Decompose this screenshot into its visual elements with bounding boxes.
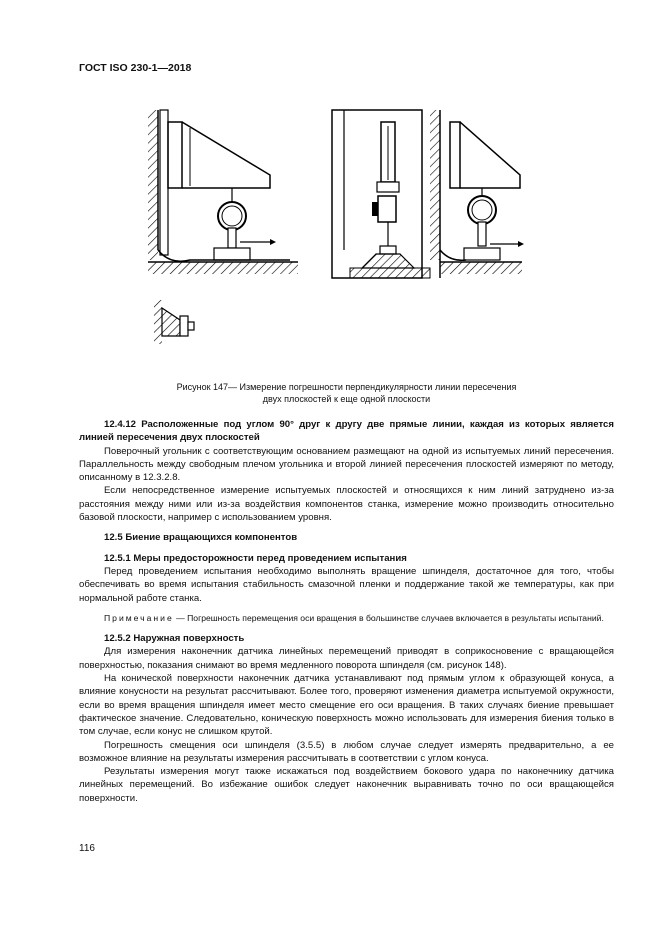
heading-12-5-1: 12.5.1 Меры предосторожности перед проведением испытания xyxy=(104,552,407,564)
paragraph: Погрешность смещения оси шпинделя (3.5.5) в любом случае следует измерять предварительно, а ее возможное влияние на результаты измерения рассчитывать в соответствии с углом конуса. xyxy=(79,739,614,764)
note xyxy=(79,612,614,625)
paragraph: Для измерения наконечник датчика линейных перемещений приводят в соприкосновение с вращающейся поверхностью, показания снимают во время медленного поворота шпинделя (см. рисунок 148). xyxy=(79,646,614,671)
figure-147-drawing xyxy=(140,100,540,350)
paragraph: На конической поверхности наконечник датчика устанавливают под прямым углом к образующей конуса, а влияние конусности на результат рассчитывают. Более того, проверяют изменения диаметра испытуемой окружности, если во время вращения шпинделя имеет место смещение его оси вращения. В таких случаях биение превышает фактическое значение. Следовательно, коническую поверхность можно использовать для измерения биения только в том случае, если конус не слишком крутой. xyxy=(79,673,614,738)
caption-line-1: Рисунок 147— Измерение погрешности перпендикулярности линии пересечения xyxy=(176,382,517,392)
body-text xyxy=(79,418,614,805)
document-header: ГОСТ ISO 230-1—2018 xyxy=(79,62,192,74)
left-assembly xyxy=(148,110,298,274)
caption-line-2: двух плоскостей к еще одной плоскости xyxy=(262,394,431,404)
note-label: Примечание xyxy=(104,612,174,623)
paragraph: Если непосредственное измерение испытуемых плоскостей и относящихся к ним линий затруднено из-за расстояния между ними или из-за воздействия компонентов станка, измерение можно производить относительно базовой плоскости, например с использованием уровня. xyxy=(79,485,614,524)
paragraph: Перед проведением испытания необходимо выполнять вращение шпинделя, достаточное для того, чтобы обеспечивать во время испытания стабильность смазочной пленки и поддержание такой же температуры, как при нормальной работе станка. xyxy=(79,565,614,604)
heading-12-4-12: 12.4.12 Расположенные под углом 90° друг к другу две прямые линии, каждая из которых является линией пересечения двух плоскостей xyxy=(79,419,614,444)
heading-12-5-2: 12.5.2 Наружная поверхность xyxy=(104,633,245,645)
paragraph: Результаты измерения могут также искажаться под воздействием бокового удара по наконечнику датчика линейных перемещений. Во избежание ошибок следует наконечник выравнивать точно по оси вращающейся поверхности. xyxy=(79,766,614,804)
middle-assembly xyxy=(332,110,440,278)
right-assembly xyxy=(430,110,524,274)
heading-12-5: 12.5 Биение вращающихся компонентов xyxy=(104,532,298,544)
page-number: 116 xyxy=(79,843,95,854)
figure-caption xyxy=(79,381,614,405)
detail-inset xyxy=(154,300,194,344)
paragraph: Поверочный угольник с соответствующим основанием размещают на одной из испытуемых линий пересечения. Параллельность между свободным плечом угольника и второй линией пересечения плоскостей измеряют по методу, описанному в 12.3.2.8. xyxy=(79,445,614,484)
note-text: — Погрешность перемещения оси вращения в большинстве случаев включается в результаты испытаний. xyxy=(173,612,604,623)
